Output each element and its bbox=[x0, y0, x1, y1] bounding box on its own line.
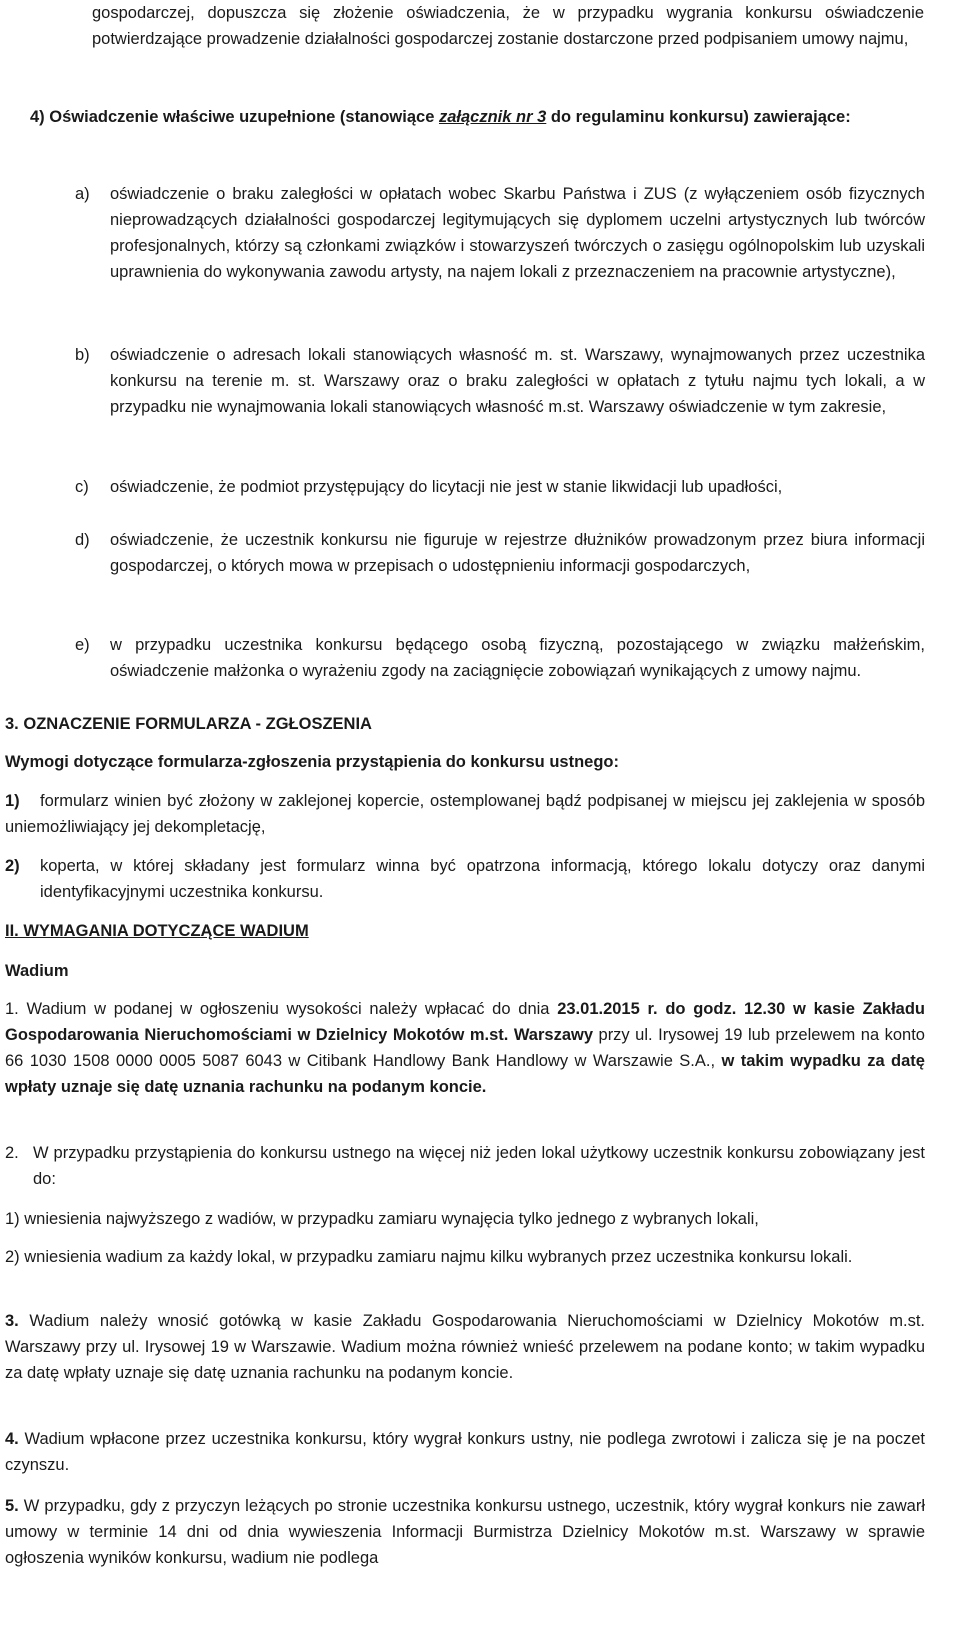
intro-paragraph: gospodarczej, dopuszcza się złożenie oświadczenia, że w przypadku wygrania konkursu oświadczenie potwierdzające prowadzenie działalności gospodarczej zostanie dostarczone przed podpisaniem umowy najmu, bbox=[92, 4, 924, 48]
wadium-p4-text: Wadium wpłacone przez uczestnika konkursu, który wygrał konkurs ustny, nie podlega zwrotowi i zalicza się je na poczet czynszu. bbox=[5, 1430, 925, 1474]
section-ii-title: II. WYMAGANIA DOTYCZĄCE WADIUM bbox=[5, 922, 309, 940]
wadium-p1-a: 1. Wadium w podanej w ogłoszeniu wysokości należy wpłacać do dnia bbox=[5, 1000, 550, 1018]
item-4-number: 4) bbox=[30, 108, 45, 126]
wadium-p1-deadline: 23.01.2015 r. do godz. 12.30 w kasie Zakładu Gospodarowania Nieruchomościami w Dzielnicy Mokotów m.st. Warszawy bbox=[5, 1000, 925, 1044]
item-4-text-pre: Oświadczenie właściwe uzupełnione (stanowiące bbox=[49, 108, 435, 126]
wadium-p2-number: 2. bbox=[5, 1144, 19, 1162]
item-4-text-post: do regulaminu konkursu) zawierające: bbox=[550, 108, 851, 126]
form-req-2-text: koperta, w której składany jest formularz winna być opatrzona informacją, którego lokalu dotyczy oraz danymi identyfikacyjnymi uczestnika konkursu. bbox=[40, 857, 925, 901]
wadium-p2-option-2: 2) wniesienia wadium za każdy lokal, w przypadku zamiaru najmu kilku wybranych przez uczestnika konkursu lokali. bbox=[5, 1248, 853, 1266]
sub-d-label: d) bbox=[75, 531, 90, 549]
sub-b-label: b) bbox=[75, 346, 90, 364]
section-3-number: 3. bbox=[5, 715, 19, 733]
sub-c-text: oświadczenie, że podmiot przystępujący do licytacji nie jest w stanie likwidacji lub upadłości, bbox=[110, 478, 783, 496]
wadium-p5-text: W przypadku, gdy z przyczyn leżących po stronie uczestnika konkursu ustnego, uczestnik, który wygrał konkurs nie zawarł umowy w terminie 14 dni od dnia wywieszenia Informacji Burmistrza Dzielnicy Mokotów m.st. Warszawy w sprawie ogłoszenia wyników konkursu, wadium nie podlega bbox=[5, 1497, 925, 1567]
item-4 bbox=[30, 104, 926, 130]
sub-b-text: oświadczenie o adresach lokali stanowiących własność m. st. Warszawy, wynajmowanych przez uczestnika konkursu na terenie m. st. Warszawy oraz o braku zaległości w opłatach z tytułu najmu tych lokali, a w przypadku nie wynajmowania lokali stanowiących własność m.st. Warszawy oświadczenie w tym zakresie, bbox=[110, 346, 925, 416]
wadium-p2-text: W przypadku przystąpienia do konkursu ustnego na więcej niż jeden lokal użytkowy uczestnik konkursu zobowiązany jest do: bbox=[33, 1144, 925, 1188]
sub-e-label: e) bbox=[75, 636, 90, 654]
wadium-p1-d: w takim wypadku za datę wpłaty uznaje się datę uznania rachunku na podanym koncie. bbox=[5, 1052, 925, 1096]
sub-e-text: w przypadku uczestnika konkursu będącego osobą fizyczną, pozostającego w związku małżeńskim, oświadczenie małżonka o wyrażeniu zgody na zaciągnięcie zobowiązań wynikających z umowy najmu. bbox=[110, 636, 925, 680]
wadium-p1-c: przy ul. Irysowej 19 lub przelewem na konto 66 1030 1508 0000 0005 5087 6043 w Citibank Handlowy Bank Handlowy w Warszawie S.A., bbox=[5, 1026, 925, 1070]
section-3-title: OZNACZENIE FORMULARZA - ZGŁOSZENIA bbox=[23, 715, 372, 733]
form-req-2-number: 2) bbox=[5, 857, 20, 875]
wadium-p3-number: 3. bbox=[5, 1312, 19, 1330]
attachment-reference: załącznik nr 3 bbox=[438, 108, 547, 126]
wadium-p5 bbox=[5, 1493, 925, 1571]
wadium-p4-number: 4. bbox=[5, 1430, 19, 1448]
sub-c-label: c) bbox=[75, 478, 89, 496]
section-3-subtitle: Wymogi dotyczące formularza-zgłoszenia przystąpienia do konkursu ustnego: bbox=[5, 753, 619, 771]
section-3-heading bbox=[5, 711, 905, 737]
sub-a-label: a) bbox=[75, 185, 90, 203]
form-req-1-number: 1) bbox=[5, 792, 20, 810]
form-req-1-text: formularz winien być złożony w zaklejonej kopercie, ostemplowanej bądź podpisanej w miejscu jej zaklejenia w sposób uniemożliwiający jej dekompletację, bbox=[5, 792, 925, 836]
wadium-p1 bbox=[5, 996, 925, 1100]
wadium-p4 bbox=[5, 1426, 925, 1478]
sub-d-text: oświadczenie, że uczestnik konkursu nie figuruje w rejestrze dłużników prowadzonym przez biura informacji gospodarczej, o których mowa w przepisach o udostępnieniu informacji gospodarczych, bbox=[110, 531, 925, 575]
wadium-p2-option-1: 1) wniesienia najwyższego z wadiów, w przypadku zamiaru wynajęcia tylko jednego z wybranych lokali, bbox=[5, 1210, 759, 1228]
sub-a-text: oświadczenie o braku zaległości w opłatach wobec Skarbu Państwa i ZUS (z wyłączeniem osób fizycznych nieprowadzących działalności gospodarczej legitymujących się dyplomem uczelni artystycznych lub twórców profesjonalnych, którzy są członkami związków i stowarzyszeń twórczych o zasięgu ogólnopolskim lub uzyskali uprawnienia do wykonywania zawodu artysty, na najem lokali z przeznaczeniem na pracownie artystyczne), bbox=[110, 185, 925, 281]
wadium-p5-number: 5. bbox=[5, 1497, 19, 1515]
wadium-p3 bbox=[5, 1308, 925, 1386]
wadium-p3-text: Wadium należy wnosić gotówką w kasie Zakładu Gospodarowania Nieruchomościami w Dzielnicy Mokotów m.st. Warszawy przy ul. Irysowej 19 w Warszawie. Wadium można również wnieść przelewem na podane konto; w takim wypadku za datę wpłaty uznaje się datę uznania rachunku na podanym koncie. bbox=[5, 1312, 925, 1382]
wadium-heading: Wadium bbox=[5, 962, 69, 980]
